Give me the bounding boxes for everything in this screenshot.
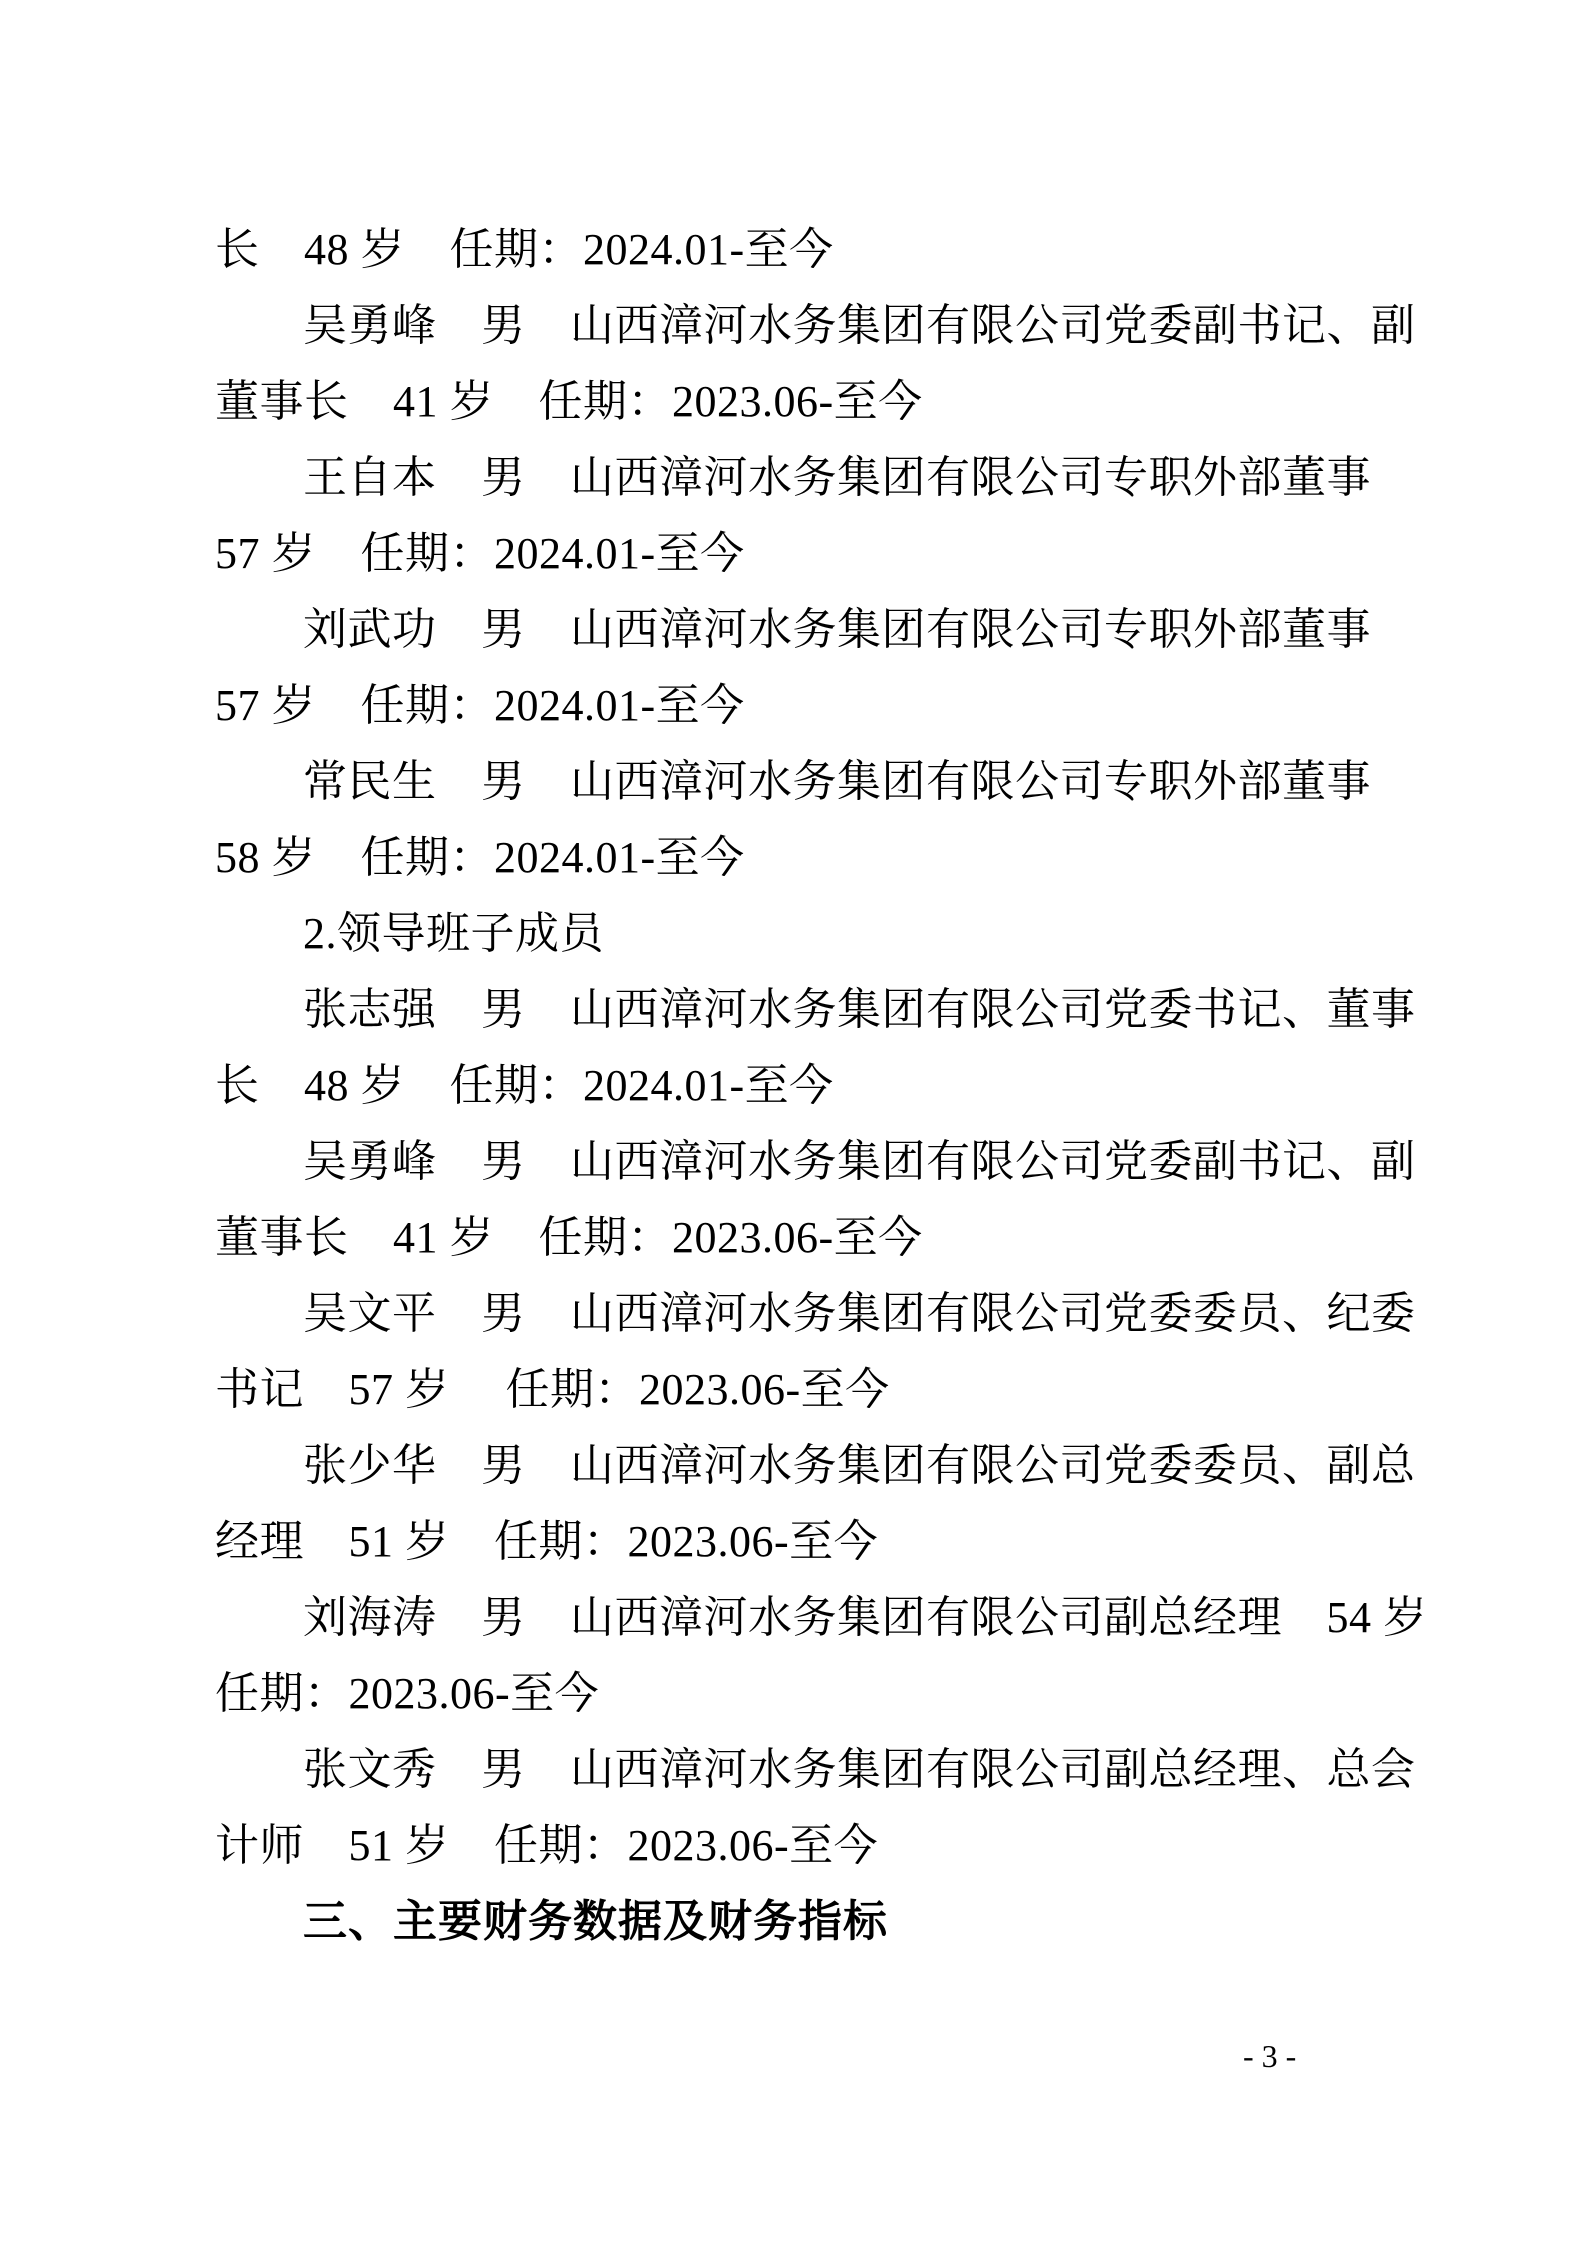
text-line: 吴勇峰 男 山西漳河水务集团有限公司党委副书记、副 bbox=[303, 301, 1416, 350]
text-line: 董事长 41 岁 任期：2023.06-至今 bbox=[215, 377, 923, 426]
text-line: 长 48 岁 任期：2024.01-至今 bbox=[215, 1061, 834, 1110]
document-body bbox=[215, 212, 1428, 1960]
text-line: 张文秀 男 山西漳河水务集团有限公司副总经理、总会 bbox=[303, 1745, 1416, 1794]
text-line: 书记 57 岁 任期：2023.06-至今 bbox=[215, 1365, 890, 1414]
text-line: 吴文平 男 山西漳河水务集团有限公司党委委员、纪委 bbox=[303, 1289, 1416, 1338]
text-line: 王自本 男 山西漳河水务集团有限公司专职外部董事 bbox=[303, 453, 1371, 502]
page-number: - 3 - bbox=[1243, 2038, 1297, 2074]
text-line: 57 岁 任期：2024.01-至今 bbox=[215, 529, 745, 578]
text-line: 张少华 男 山西漳河水务集团有限公司党委委员、副总 bbox=[303, 1441, 1416, 1490]
text-line: 58 岁 任期：2024.01-至今 bbox=[215, 833, 745, 882]
text-line: 长 48 岁 任期：2024.01-至今 bbox=[215, 225, 834, 274]
text-line: 任期：2023.06-至今 bbox=[215, 1669, 600, 1718]
section-heading: 三、主要财务数据及财务指标 bbox=[303, 1897, 888, 1946]
text-line: 常民生 男 山西漳河水务集团有限公司专职外部董事 bbox=[303, 757, 1371, 806]
text-line: 刘武功 男 山西漳河水务集团有限公司专职外部董事 bbox=[303, 605, 1371, 654]
text-line: 董事长 41 岁 任期：2023.06-至今 bbox=[215, 1213, 923, 1262]
text-line: 2.领导班子成员 bbox=[303, 909, 604, 958]
text-line: 吴勇峰 男 山西漳河水务集团有限公司党委副书记、副 bbox=[303, 1137, 1416, 1186]
text-line: 刘海涛 男 山西漳河水务集团有限公司副总经理 54 岁 bbox=[303, 1593, 1428, 1642]
text-line: 计师 51 岁 任期：2023.06-至今 bbox=[215, 1821, 879, 1870]
text-line: 57 岁 任期：2024.01-至今 bbox=[215, 681, 745, 730]
text-line: 张志强 男 山西漳河水务集团有限公司党委书记、董事 bbox=[303, 985, 1416, 1034]
text-line: 经理 51 岁 任期：2023.06-至今 bbox=[215, 1517, 879, 1566]
